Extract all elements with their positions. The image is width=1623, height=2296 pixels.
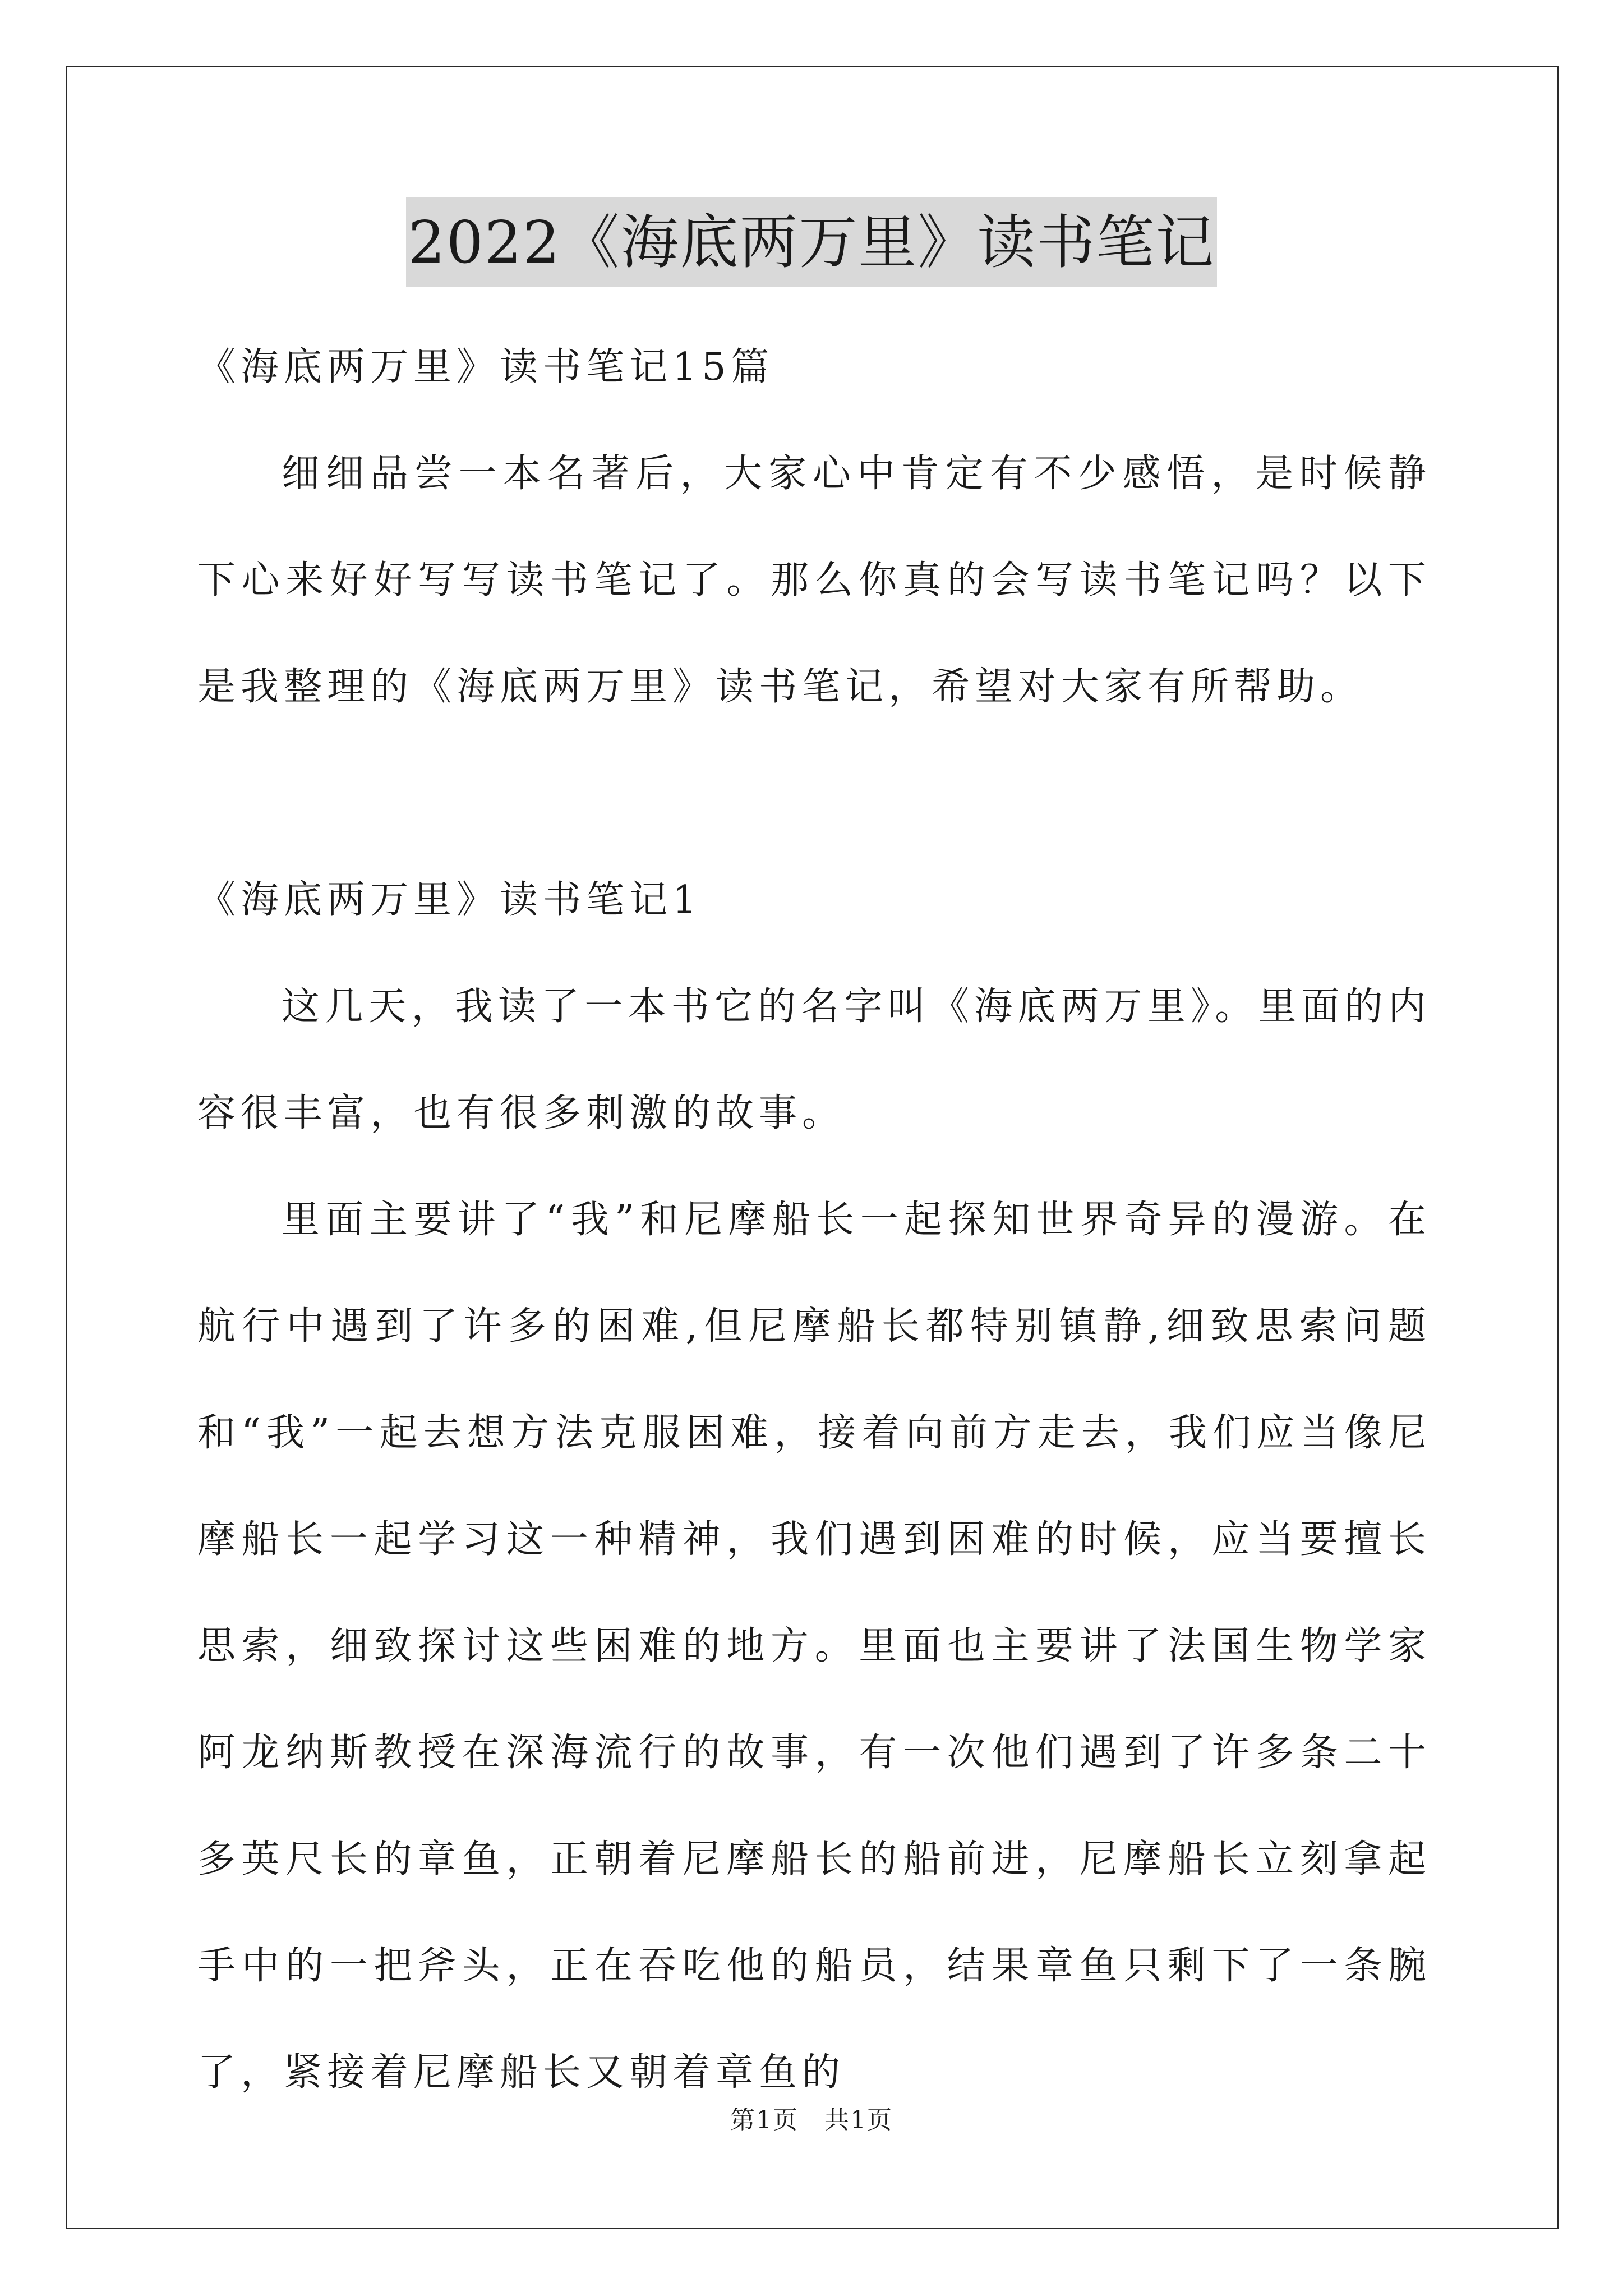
section-heading: 《海底两万里》读书笔记1 <box>197 878 702 922</box>
document-body <box>197 314 1431 2126</box>
body-paragraph: 这几天，我读了一本书它的名字叫《海底两万里》。里面的内容很丰富，也有很多刺激的故事。 <box>197 984 1431 1135</box>
intro-paragraph: 细细品尝一本名著后，大家心中肯定有不少感悟，是时候静下心来好好写写读书笔记了。那么你真的会写读书笔记吗？以下是我整理的《海底两万里》读书笔记，希望对大家有所帮助。 <box>197 452 1431 709</box>
section-spacer <box>197 740 1431 847</box>
subtitle: 《海底两万里》读书笔记15篇 <box>197 345 774 389</box>
title-container <box>0 197 1623 287</box>
document-title: 2022《海底两万里》读书笔记 <box>406 197 1218 287</box>
body-paragraph: 里面主要讲了“我”和尼摩船长一起探知世界奇异的漫游。在航行中遇到了许多的困难,但尼摩船长都特别镇静,细致思索问题和“我”一起去想方法克服困难，接着向前方走去，我们应当像尼摩船长一起学习这一种精神，我们遇到困难的时候，应当要擅长思索，细致探讨这些困难的地方。里面也主要讲了法国生物学家阿龙纳斯教授在深海流行的故事，有一次他们遇到了许多条二十多英尺长的章鱼，正朝着尼摩船长的船前进，尼摩船长立刻拿起手中的一把斧头，正在吞吃他的船员，结果章鱼只剩下了一条腕了，紧接着尼摩船长又朝着章鱼的 <box>197 1198 1431 2095</box>
page-footer: 第1页 共1页 <box>730 2106 893 2134</box>
